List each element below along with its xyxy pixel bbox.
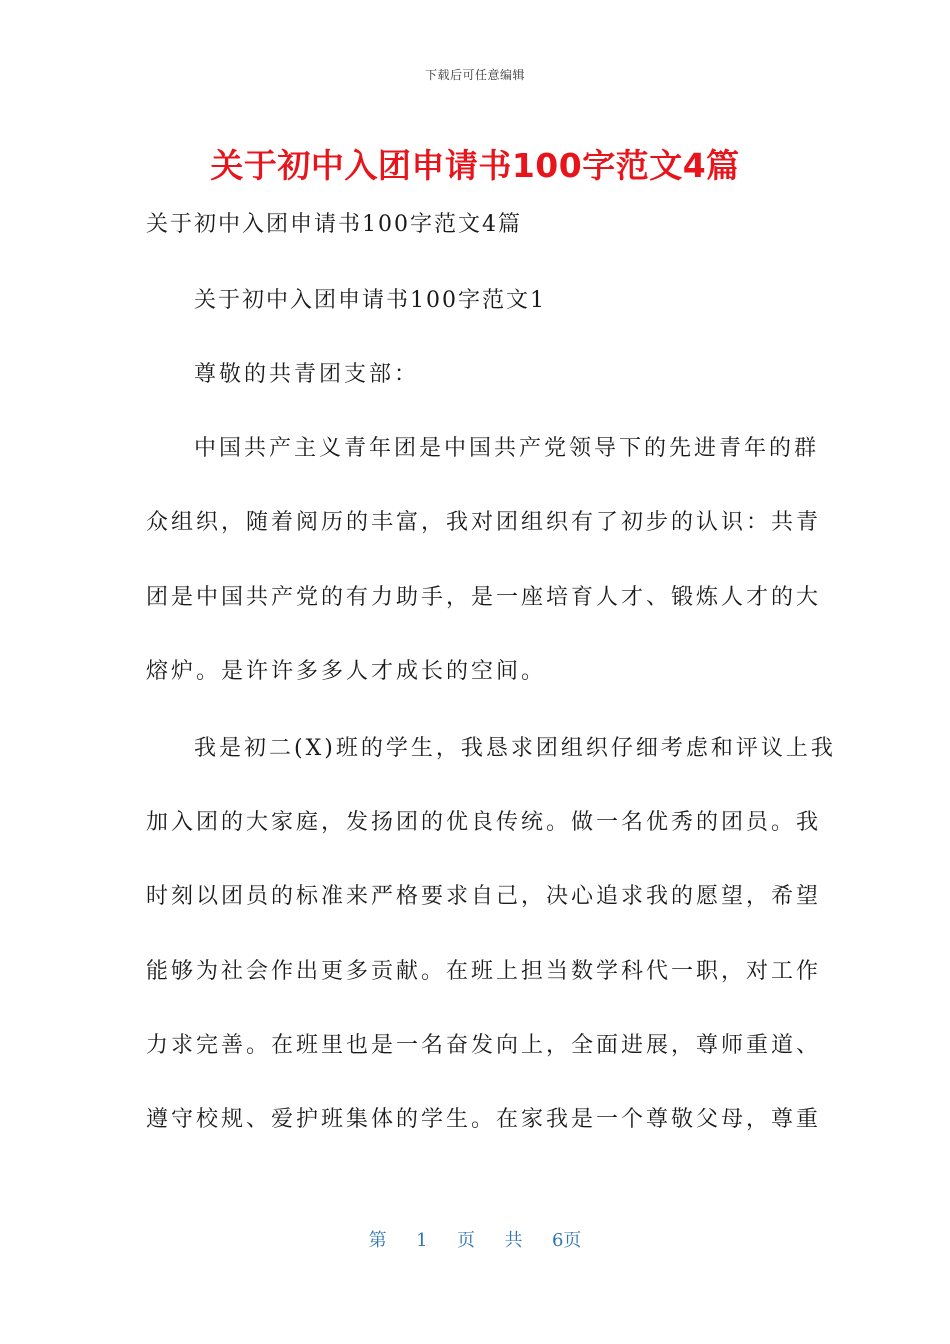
- footer-total-pages: 6页: [551, 1230, 582, 1251]
- paragraph-line: 力求完善。在班里也是一名奋发向上，全面进展，尊师重道、: [146, 1033, 822, 1058]
- paragraph-line: 我是初二(X)班的学生，我恳求团组织仔细考虑和评议上我: [194, 736, 836, 761]
- page-footer: [0, 1226, 950, 1252]
- paragraph-line: 遵守校规、爱护班集体的学生。在家我是一个尊敬父母，尊重: [146, 1107, 822, 1132]
- paragraph-line: 熔炉。是许许多多人才成长的空间。: [146, 659, 547, 684]
- document-title: 关于初中入团申请书100字范文4篇: [210, 146, 740, 185]
- paragraph-line: 中国共产主义青年团是中国共产党领导下的先进青年的群: [194, 436, 820, 461]
- section-heading: 关于初中入团申请书100字范文1: [194, 288, 546, 313]
- paragraph-line: 能够为社会作出更多贡献。在班上担当数学科代一职，对工作: [146, 959, 822, 984]
- salutation: 尊敬的共青团支部：: [194, 362, 420, 387]
- subtitle-line: 关于初中入团申请书100字范文4篇: [146, 212, 522, 237]
- paragraph-line: 时刻以团员的标准来严格要求自己，决心追求我的愿望，希望: [146, 884, 822, 909]
- footer-page-suffix: 页: [457, 1230, 475, 1251]
- footer-page-prefix: 第: [368, 1230, 387, 1251]
- paragraph-line: 众组织，随着阅历的丰富，我对团组织有了初步的认识：共青: [146, 510, 822, 535]
- header-note: 下载后可任意编辑: [424, 68, 525, 82]
- footer-page-number: 1: [416, 1230, 428, 1251]
- footer-total-prefix: 共: [504, 1230, 523, 1251]
- paragraph-line: 团是中国共产党的有力助手，是一座培育人才、锻炼人才的大: [146, 585, 822, 610]
- paragraph-line: 加入团的大家庭，发扬团的优良传统。做一名优秀的团员。我: [146, 810, 822, 835]
